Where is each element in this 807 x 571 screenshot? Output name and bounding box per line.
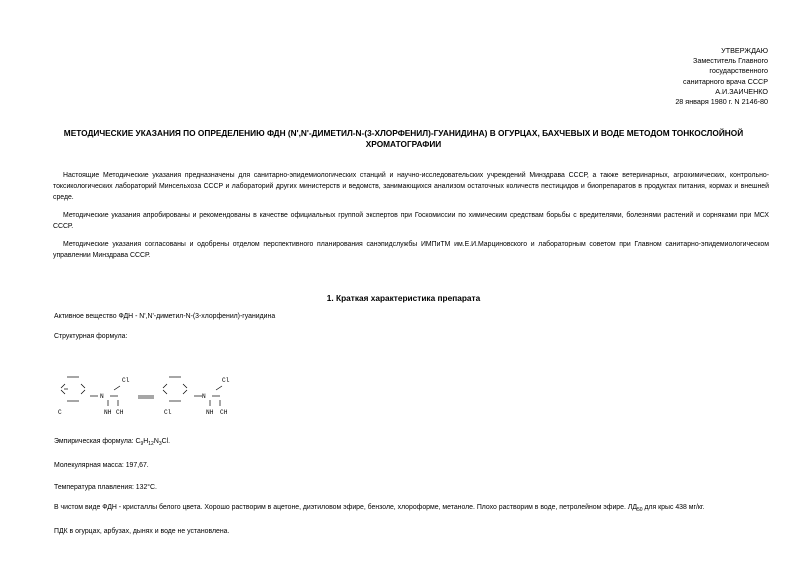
approval-line: государственного (709, 66, 768, 76)
formula-subscript: 3 (158, 441, 162, 447)
formula-glyph: Cl (164, 409, 172, 416)
formula-glyph: CH (220, 409, 228, 416)
formula-element: C (135, 438, 141, 445)
intro-paragraph: Настоящие Методические указания предназначены для санитарно-эпидемиологических станций и научно-исследовательских учреждений Минздрава СССР, а также ветеринарных, агрохимических, контрольно-токсикологических лабораторий Минсельхоза СССР и лабораторий других министерств и ведомств, занимающихся анализом остаточных количеств пестицидов и биопрепаратов в продуктах питания, кормах и внешней среде. (53, 172, 769, 201)
formula-glyph: C (58, 409, 62, 416)
ld-subscript: 50 (637, 507, 643, 513)
formula-element: Cl. (161, 438, 171, 445)
agreement-paragraph: Методические указания согласованы и одобрены отделом перспективного планирования санэпидслужбы ИМПиТМ им.Е.И.Марциновского и лабораторным советом при Главном санитарно-эпидемиологическом управлении Минздрава СССР. (53, 241, 769, 259)
structural-formula-diagram (54, 374, 254, 424)
approval-paragraph: Методические указания апробированы и рекомендованы в качестве официальных группой экспертов при Госкомиссии по химическим средствам борьбы с вредителями, болезнями растений и сорняками при МСХ СССР. (53, 212, 769, 230)
formula-glyph: CH (116, 409, 124, 416)
formula-subscript: 9 (140, 441, 144, 447)
properties-tail: для крыс 438 мг/кг. (642, 504, 705, 511)
formula-glyph: NH (206, 409, 214, 416)
approval-block (508, 46, 768, 107)
structural-formula-label: Структурная формула: (54, 333, 128, 340)
section-title: 1. Краткая характеристика препарата (326, 293, 481, 303)
approval-line: санитарного врача СССР (683, 76, 768, 86)
approval-line: 28 января 1980 г. N 2146-80 (675, 97, 768, 107)
formula-glyph: N (202, 393, 206, 400)
formula-element: H (143, 438, 149, 445)
formula-glyph: NH (104, 409, 112, 416)
pdk-statement: ПДК в огурцах, арбузах, дынях и воде не установлена. (54, 528, 230, 535)
approval-line: Заместитель Главного (692, 56, 768, 66)
formula-subscript: 12 (148, 441, 154, 447)
properties (54, 504, 705, 513)
approval-line: УТВЕРЖДАЮ (721, 46, 768, 55)
formula-glyph: Cl (222, 377, 230, 384)
molar-mass: Молекулярная масса: 197,67. (54, 462, 149, 469)
active-substance: Активное вещество ФДН - N',N'-диметил-N-(3-хлорфенил)-гуанидина (54, 313, 276, 320)
melting-point: Температура плавления: 132°С. (54, 484, 157, 491)
formula-element: N (153, 438, 159, 445)
formula-glyph: N (100, 393, 104, 400)
formula-glyph: Cl (122, 377, 130, 384)
properties-text: В чистом виде ФДН - кристаллы белого цвета. Хорошо растворим в ацетоне, диэтиловом эфире, бензоле, хлороформе, метаноле. Плохо растворим в воде, петролейном эфире. ЛД (54, 504, 637, 511)
empirical-formula-label: Эмпирическая формула: (54, 438, 134, 445)
empirical-formula (54, 438, 170, 447)
approval-line: А.И.ЗАИЧЕНКО (715, 86, 768, 96)
document-title: МЕТОДИЧЕСКИЕ УКАЗАНИЯ ПО ОПРЕДЕЛЕНИЮ ФДН (N',N'-ДИМЕТИЛ-N-(3-ХЛОРФЕНИЛ)-ГУАНИДИНА) В ОГУРЦАХ, БАХЧЕВЫХ И ВОДЕ МЕТОДОМ ТОНКОСЛОЙНОЙ ХРОМАТОГРАФИИ (63, 128, 744, 149)
